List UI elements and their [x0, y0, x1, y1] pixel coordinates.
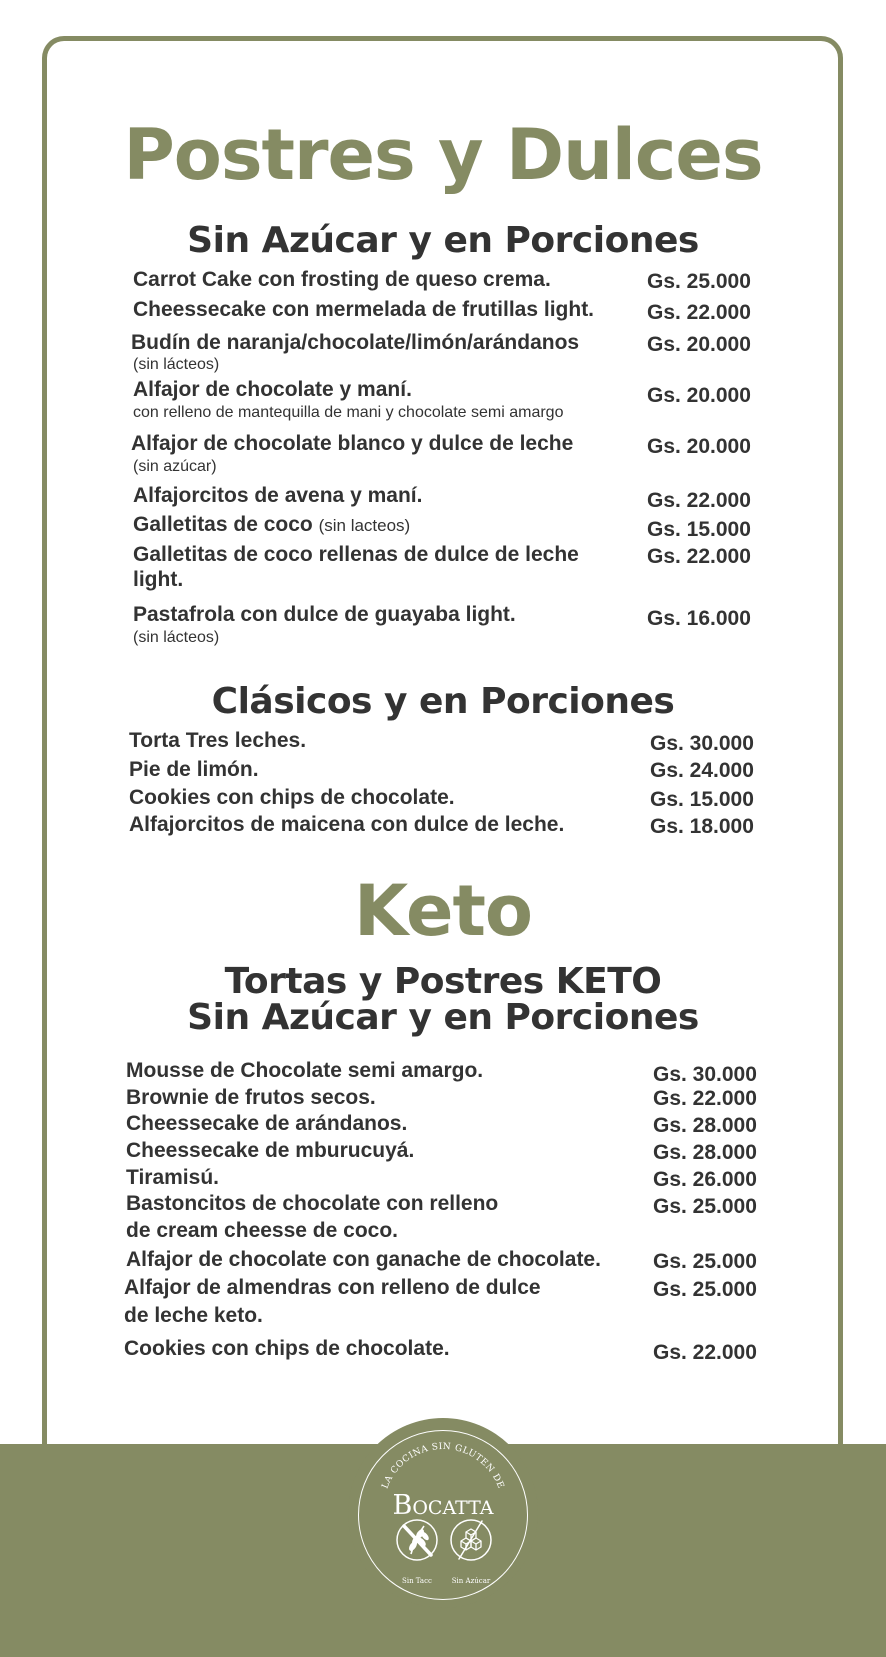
menu-item-name: Pie de limón. [129, 758, 259, 781]
menu-item-name: Torta Tres leches. [129, 729, 307, 752]
menu-item-price: Gs. 15.000 [650, 788, 754, 811]
menu-item-note: con relleno de mantequilla de mani y chocolate semi amargo [133, 404, 564, 421]
menu-item-name: Alfajor de almendras con relleno de dulce [124, 1276, 541, 1299]
menu-item-price: Gs. 30.000 [653, 1063, 757, 1086]
menu-item-price: Gs. 30.000 [650, 732, 754, 755]
menu-item-name-continued: de cream cheesse de coco. [126, 1219, 398, 1242]
wheat-crossed-icon [397, 1520, 437, 1560]
menu-item-price: Gs. 22.000 [647, 301, 751, 324]
menu-item-price: Gs. 28.000 [653, 1114, 757, 1137]
menu-item-name: Alfajorcitos de avena y maní. [133, 484, 423, 507]
menu-item-price: Gs. 15.000 [647, 518, 751, 541]
logo-brand: Bocatta [392, 1490, 494, 1521]
menu-item-price: Gs. 22.000 [647, 489, 751, 512]
menu-item-price: Gs. 22.000 [647, 545, 751, 568]
menu-item-price: Gs. 16.000 [647, 607, 751, 630]
menu-item-price: Gs. 20.000 [647, 384, 751, 407]
menu-item-price: Gs. 25.000 [647, 270, 751, 293]
logo-arc-text: LA COCINA SIN GLUTEN DE [380, 1441, 506, 1491]
menu-item-price: Gs. 25.000 [653, 1250, 757, 1273]
section2-heading: Clásicos y en Porciones [211, 681, 675, 722]
menu-item-name: Tiramisú. [126, 1166, 219, 1189]
badge-sin-azucar-label: Sin Azúcar [451, 1577, 491, 1585]
keto-heading-line2: Sin Azúcar y en Porciones [187, 997, 699, 1038]
menu-item-name-continued: light. [133, 568, 184, 591]
keto-heading-line1: Tortas y Postres KETO [224, 961, 662, 1002]
menu-item-price: Gs. 28.000 [653, 1141, 757, 1164]
menu-item-note: (sin lácteos) [133, 629, 220, 646]
menu-item-name: Alfajor de chocolate y maní. [133, 378, 412, 401]
menu-item-name: Cookies con chips de chocolate. [129, 786, 455, 809]
menu-item-name: Cheessecake con mermelada de frutillas light. [133, 298, 595, 321]
page-title: Postres y Dulces [123, 114, 763, 196]
menu-item-name: Galletitas de coco rellenas de dulce de leche [133, 543, 579, 566]
keto-title: Keto [353, 870, 533, 952]
menu-item-name: Pastafrola con dulce de guayaba light. [133, 603, 516, 626]
section1-heading: Sin Azúcar y en Porciones [187, 220, 699, 261]
badge-sin-tacc-label: Sin Tacc [402, 1577, 432, 1585]
menu-item-price: Gs. 25.000 [653, 1195, 757, 1218]
menu-item-price: Gs. 22.000 [653, 1087, 757, 1110]
menu-item-note: (sin lácteos) [133, 356, 220, 373]
menu-item-note: (sin azúcar) [133, 458, 217, 475]
menu-item-name: Alfajorcitos de maicena con dulce de leche. [129, 813, 565, 836]
menu-item-price: Gs. 26.000 [653, 1168, 757, 1191]
menu-item-name: Budín de naranja/chocolate/limón/arándanos [131, 331, 580, 354]
menu-item-name-continued: de leche keto. [124, 1304, 263, 1327]
menu-item-price: Gs. 25.000 [653, 1278, 757, 1301]
menu-item-price: Gs. 22.000 [653, 1341, 757, 1364]
menu-item-name: Mousse de Chocolate semi amargo. [126, 1059, 484, 1082]
menu-item-name: Alfajor de chocolate blanco y dulce de leche [131, 432, 574, 455]
menu-item-with-note [133, 513, 410, 537]
menu-item-price: Gs. 18.000 [650, 815, 754, 838]
menu-item-name: Cheessecake de mburucuyá. [126, 1139, 415, 1162]
menu-item-name: Galletitas de coco [133, 513, 313, 536]
sugar-cubes-icon [451, 1520, 491, 1560]
menu-item-price: Gs. 24.000 [650, 759, 754, 782]
menu-item-name: Bastoncitos de chocolate con relleno [126, 1192, 499, 1215]
bocatta-logo [358, 1430, 528, 1600]
menu-item-price: Gs. 20.000 [647, 435, 751, 458]
menu-item-name: Alfajor de chocolate con ganache de chocolate. [126, 1248, 601, 1271]
menu-item-name: Brownie de frutos secos. [126, 1086, 376, 1109]
menu-item-price: Gs. 20.000 [647, 333, 751, 356]
menu-item-name: Cheessecake de arándanos. [126, 1112, 408, 1135]
menu-item-note: (sin lacteos) [318, 516, 411, 535]
menu-item-name: Cookies con chips de chocolate. [124, 1337, 450, 1360]
menu-item-name: Carrot Cake con frosting de queso crema. [133, 268, 551, 291]
